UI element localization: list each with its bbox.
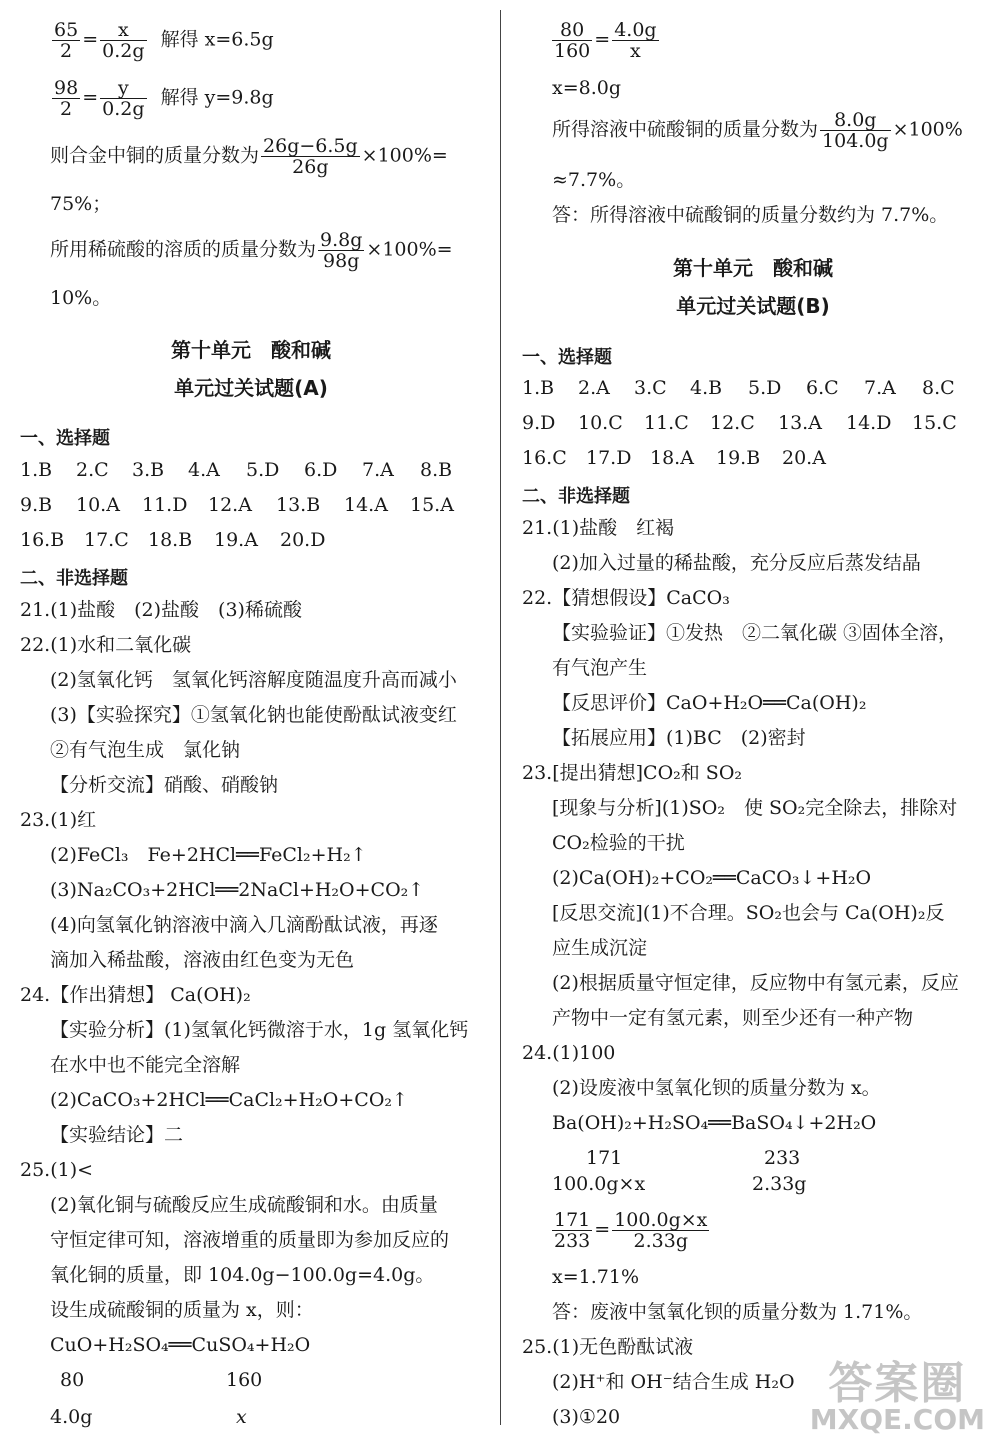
copper-result: 75%；	[50, 193, 112, 215]
baoh2-amount: 100.0g×x	[552, 1173, 646, 1195]
formula-line-1: $\frac{65}{2}$ = $\frac{x}{0.2g}$ 解得 x=6.5g	[54, 19, 274, 62]
answer-line: 23.(1)红	[20, 809, 97, 831]
ratio-formula-2: $\frac{171}{233}$ = $\frac{100.0g\times x}{2.33g}$	[554, 1209, 708, 1252]
answer-line: 21.(1)盐酸 (2)盐酸 (3)稀硫酸	[20, 599, 302, 621]
answer-line: 22.【猜想假设】CaCO₃	[522, 587, 730, 609]
answer-line: 滴加入稀盐酸，溶液由红色变为无色	[50, 949, 355, 971]
cuso4-molar-mass: 160	[226, 1369, 263, 1391]
watermark-logo: 答案圈 MXQE.COM	[809, 1358, 985, 1436]
mc-row-1: 1.B 2.A 3.C 4.B 5.D 6.C 7.A 8.C	[522, 377, 955, 399]
answer-line: (2)氢氧化钙 氢氧化钙溶解度随温度升高而减小	[50, 669, 457, 691]
answer-line: 产物中一定有氢元素，则至少还有一种产物	[552, 1007, 914, 1029]
answer-line: (2)Ca(OH)₂+CO₂══CaCO₃↓+H₂O	[552, 867, 872, 889]
x-result-2: x=1.71%	[552, 1266, 639, 1288]
answer-line: 25.(1)无色酚酞试液	[522, 1336, 694, 1358]
answer-line: 【分析交流】硝酸、硝酸钠	[50, 774, 279, 796]
mc-row-2: 9.B 10.A 11.D 12.A 13.B 14.A 15.A	[20, 494, 454, 516]
answer-line: 24.【作出猜想】 Ca(OH)₂	[20, 984, 251, 1006]
test-title-b: 单元过关试题(B)	[676, 294, 830, 318]
answer-line: (4)向氢氧化钠溶液中滴入几滴酚酞试液，再逐	[50, 914, 438, 936]
answer-line: (2)根据质量守恒定律，反应物中有氢元素，反应	[552, 972, 959, 994]
answer-line: (2)CaCO₃+2HCl══CaCl₂+H₂O+CO₂↑	[50, 1089, 408, 1111]
equation-line: CuO+H₂SO₄══CuSO₄+H₂O	[50, 1334, 311, 1356]
answer-line: 设生成硫酸铜的质量为 x，则：	[50, 1299, 314, 1321]
answer-line: [现象与分析](1)SO₂ 使 SO₂完全除去，排除对	[552, 797, 958, 819]
percent-fraction-line: 所得溶液中硫酸铜的质量分数为 $\frac{8.0g}{104.0g}$ ×100%	[552, 109, 963, 152]
answer-line: (3)【实验探究】①氢氧化钠也能使酚酞试液变红	[50, 704, 457, 726]
answer-statement-2: 答：废液中氢氧化钡的质量分数为 1.71%。	[552, 1301, 923, 1323]
answer-line: (3)Na₂CO₃+2HCl══2NaCl+H₂O+CO₂↑	[50, 879, 425, 901]
answer-line: 应生成沉淀	[552, 937, 648, 959]
section-nonchoice-b: 二、非选择题	[522, 486, 630, 507]
answer-line: 【实验分析】(1)氢氧化钙微溶于水，1g 氢氧化钙	[50, 1019, 469, 1041]
mc-row-3: 16.C 17.D 18.A 19.B 20.A	[522, 447, 826, 469]
answer-line: 24.(1)100	[522, 1042, 616, 1064]
answer-line: 【拓展应用】(1)BC (2)密封	[552, 727, 806, 749]
answer-line: 在水中也不能完全溶解	[50, 1054, 241, 1076]
cuo-amount: 4.0g	[50, 1406, 93, 1428]
baoh2-molar-mass: 171	[586, 1147, 623, 1169]
unit-title-a: 第十单元 酸和碱	[171, 338, 331, 362]
answer-line: CO₂检验的干扰	[552, 832, 685, 854]
column-divider	[500, 10, 501, 1425]
answer-line: 21.(1)盐酸 红褐	[522, 517, 675, 539]
baso4-molar-mass: 233	[764, 1147, 801, 1169]
answer-line: 有气泡产生	[552, 657, 648, 679]
section-choice-a: 一、选择题	[20, 428, 110, 449]
test-title-a: 单元过关试题(A)	[174, 376, 328, 400]
answer-line: 22.(1)水和二氧化碳	[20, 634, 192, 656]
answer-line: (2)FeCl₃ Fe+2HCl══FeCl₂+H₂↑	[50, 844, 367, 866]
equation-line: Ba(OH)₂+H₂SO₄══BaSO₄↓+2H₂O	[552, 1112, 877, 1134]
answer-line: (3)①20	[552, 1406, 621, 1428]
section-choice-b: 一、选择题	[522, 347, 612, 368]
cuo-molar-mass: 80	[60, 1369, 85, 1391]
answer-line: 氧化铜的质量，即 104.0g−100.0g=4.0g。	[50, 1264, 435, 1286]
answer-line: 25.(1)<	[20, 1159, 94, 1181]
unit-title-b: 第十单元 酸和碱	[673, 256, 833, 280]
answer-line: [反思交流](1)不合理。SO₂也会与 Ca(OH)₂反	[552, 902, 945, 924]
acid-result: 10%。	[50, 287, 112, 309]
answer-line: 【反思评价】CaO+H₂O══Ca(OH)₂	[552, 692, 867, 714]
mc-row-3: 16.B 17.C 18.B 19.A 20.D	[20, 529, 326, 551]
answer-line: 【实验结论】二	[50, 1124, 184, 1146]
formula-line-2: $\frac{98}{2}$ = $\frac{y}{0.2g}$ 解得 y=9.8g	[54, 77, 274, 120]
cuso4-amount: x	[236, 1406, 247, 1428]
answer-line: 【实验验证】①发热 ②二氧化碳 ③固体全溶，	[552, 622, 958, 644]
copper-fraction-line: 则合金中铜的质量分数为 $\frac{26g-6.5g}{26g}$ ×100%=	[50, 135, 448, 178]
section-nonchoice-a: 二、非选择题	[20, 568, 128, 589]
mc-row-2: 9.D 10.C 11.C 12.C 13.A 14.D 15.C	[522, 412, 957, 434]
ratio-formula: $\frac{80}{160}$ = $\frac{4.0g}{x}$	[554, 19, 657, 62]
answer-line: 守恒定律可知，溶液增重的质量即为参加反应的	[50, 1229, 450, 1251]
acid-fraction-line: 所用稀硫酸的溶质的质量分数为 $\frac{9.8g}{98g}$ ×100%=	[50, 229, 453, 272]
percent-result: ≈7.7%。	[552, 169, 636, 191]
answer-line: ②有气泡生成 氯化钠	[50, 739, 241, 761]
answer-statement: 答：所得溶液中硫酸铜的质量分数约为 7.7%。	[552, 204, 949, 226]
answer-line: (2)加入过量的稀盐酸，充分反应后蒸发结晶	[552, 552, 921, 574]
baso4-amount: 2.33g	[752, 1173, 807, 1195]
answer-line: 23.[提出猜想]CO₂和 SO₂	[522, 762, 743, 784]
x-result: x=8.0g	[552, 77, 622, 99]
answer-line: (2)氧化铜与硫酸反应生成硫酸铜和水。由质量	[50, 1194, 438, 1216]
answer-line: (2)H⁺和 OH⁻结合生成 H₂O	[552, 1371, 795, 1393]
answer-line: (2)设废液中氢氧化钡的质量分数为 x。	[552, 1077, 881, 1099]
mc-row-1: 1.B 2.C 3.B 4.A 5.D 6.D 7.A 8.B	[20, 459, 453, 481]
